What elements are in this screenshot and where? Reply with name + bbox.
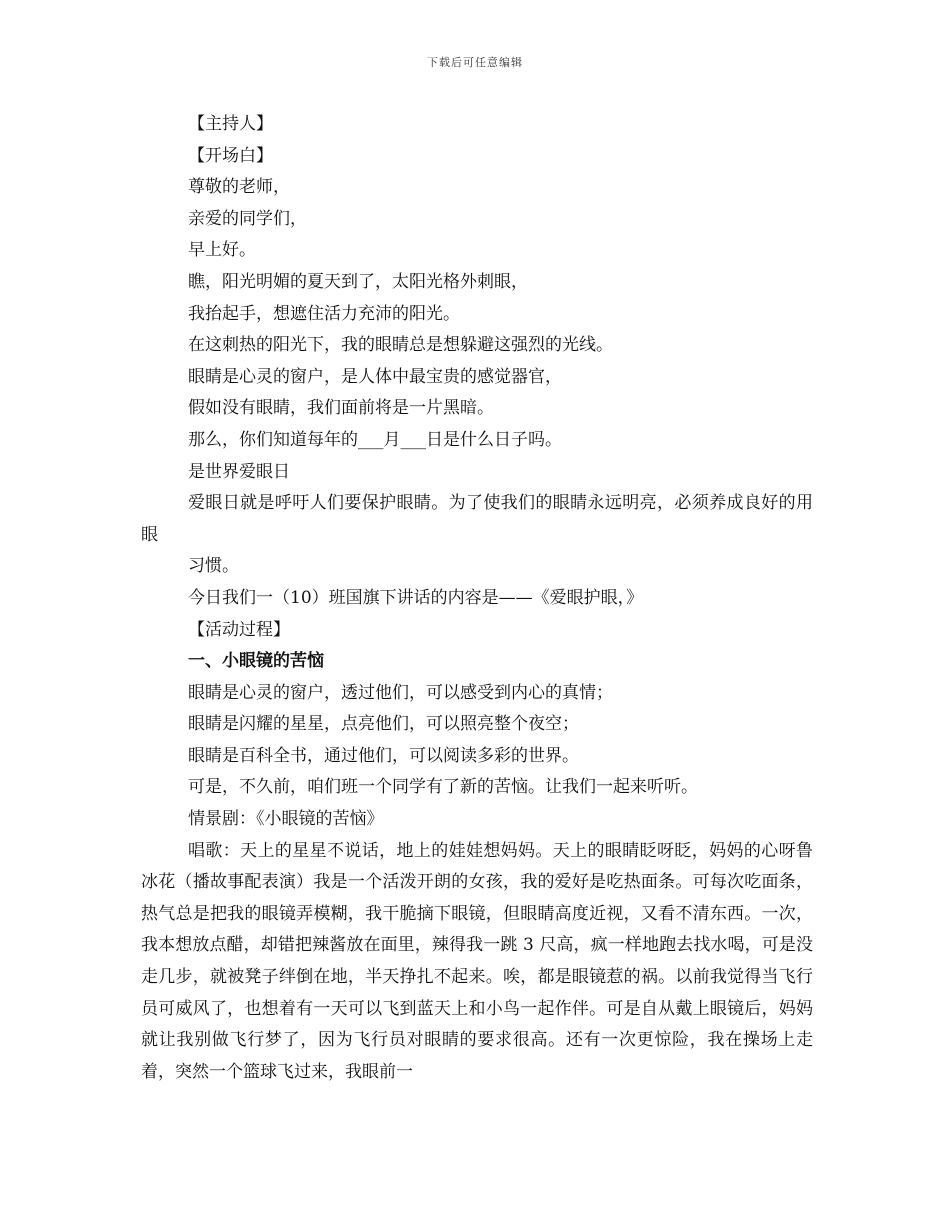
page-header: 下载后可任意编辑: [427, 56, 523, 69]
text-line: 是世界爱眼日: [188, 461, 290, 482]
heading-opening: 【开场白】: [188, 145, 273, 166]
text-line: 那么，你们知道每年的___月___日是什么日子吗。: [188, 429, 562, 450]
heading-host: 【主持人】: [188, 114, 273, 134]
text-line: 眼睛是闪耀的星星，点亮他们，可以照亮整个夜空；: [188, 714, 579, 735]
text-line: 假如没有眼睛，我们面前将是一片黑暗。: [188, 398, 494, 419]
text-line: 眼睛是心灵的窗户，透过他们，可以感受到内心的真情；: [188, 682, 613, 703]
text-line: 眼睛是心灵的窗户，是人体中最宝贵的感觉器官，: [188, 366, 562, 387]
text-line: 可是，不久前，咱们班一个同学有了新的苦恼。让我们一起来听听。: [188, 777, 698, 798]
section-heading: 一、小眼镜的苦恼: [188, 651, 324, 672]
text-line: 我抬起手，想遮住活力充沛的阳光。: [188, 303, 460, 324]
text-line: 尊敬的老师，: [188, 177, 290, 198]
story-paragraph: 唱歌：天上的星星不说话，地上的娃娃想妈妈。天上的眼睛眨呀眨，妈妈的心呀鲁冰花（播故事配表演）我是一个活泼开朗的女孩，我的爱好是吃热面条。可每次吃面条，热气总是把我的眼镜弄模糊，我干脆摘下眼镜，但眼睛高度近视，又看不清东西。一次，我本想放点醋，却错把辣酱放在面里，辣得我一跳 3 尺高，疯一样地跑去找水喝，可是没走几步，就被凳子绊倒在地，半天挣扎不起来。唉，都是眼镜惹的祸。以前我觉得当飞行员可威风了，也想着有一天可以飞到蓝天上和小鸟一起作伴。可是自从戴上眼镜后，妈妈就让我别做飞行梦了，因为飞行员对眼睛的要求很高。还有一次更惊险，我在操场上走着，突然一个篮球飞过来，我眼前一: [141, 840, 813, 1082]
text-line: 情景剧：《小眼镜的苦恼》: [188, 809, 384, 830]
text-line: 习惯。: [188, 556, 239, 577]
text-line: 眼睛是百科全书，通过他们，可以阅读多彩的世界。: [188, 745, 579, 766]
paragraph: 爱眼日就是呼吁人们要保护眼睛。为了使我们的眼睛永远明亮，必须养成良好的用眼: [141, 493, 813, 545]
text-line: 早上好。: [188, 240, 256, 261]
text-line: 在这刺热的阳光下，我的眼睛总是想躲避这强烈的光线。: [188, 335, 613, 356]
text-line: 亲爱的同学们，: [188, 208, 307, 229]
heading-activity: 【活动过程】: [188, 619, 290, 640]
text-line: 瞧，阳光明媚的夏天到了，太阳光格外刺眼，: [188, 271, 528, 292]
text-line: 今日我们一（10）班国旗下讲话的内容是——《爱眼护眼，》: [188, 587, 644, 608]
document-body: [141, 109, 813, 1088]
